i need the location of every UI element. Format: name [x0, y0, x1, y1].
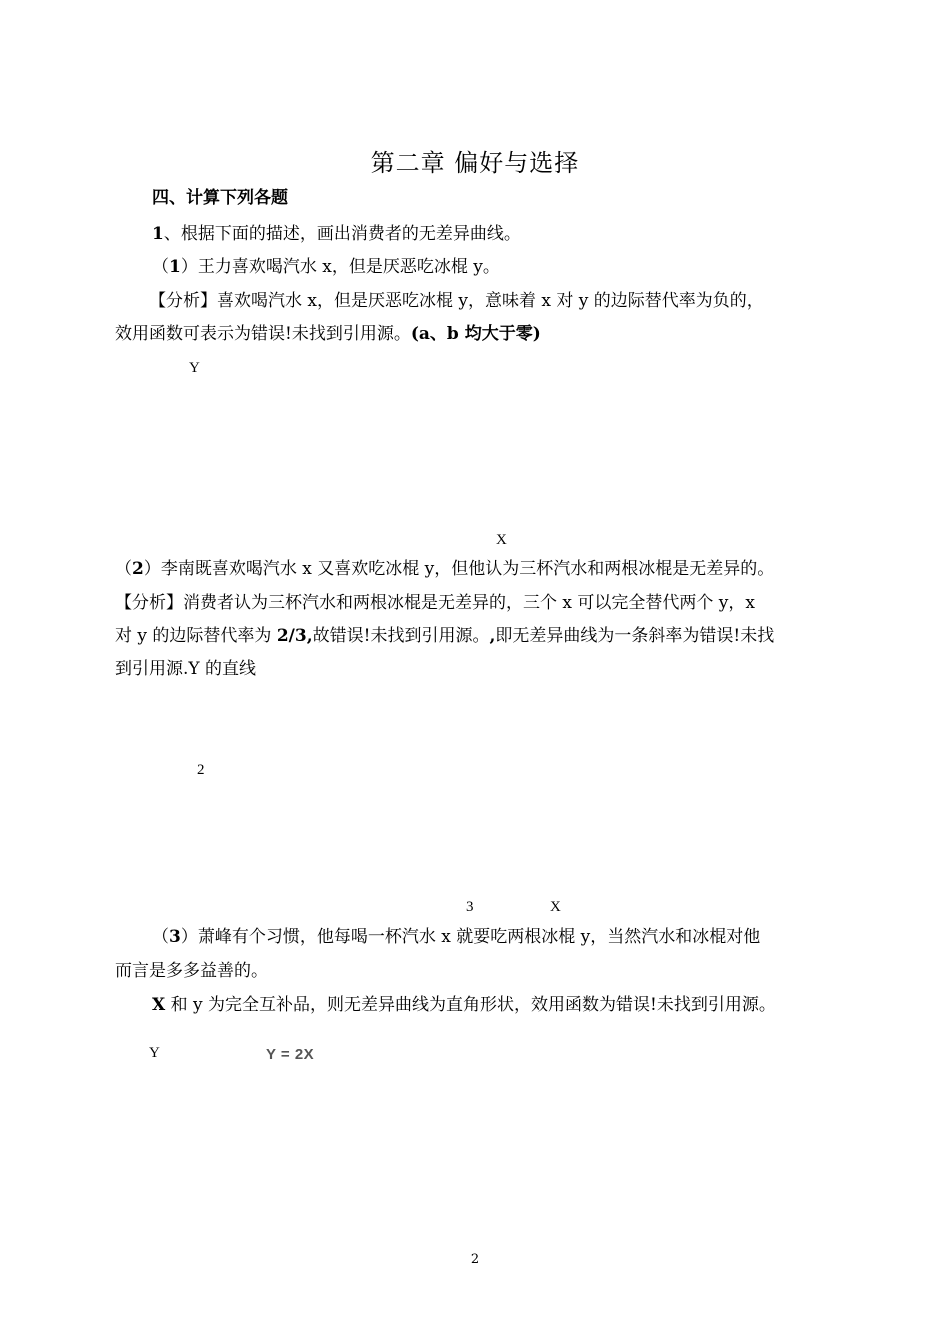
analysis-text: 喜欢喝汽水 x，但是厌恶吃冰棍 y，意味着 x 对 y 的边际替代率为负的，: [217, 291, 764, 311]
part-1-analysis-line2: [115, 323, 541, 345]
analysis-note: (a、b 均大于零): [410, 324, 541, 344]
part-text: ）萧峰有个习惯，他每喝一杯汽水 x 就要吃两根冰棍 y，当然汽水和冰棍对他: [180, 927, 761, 947]
graph2-x-label: X: [550, 899, 561, 915]
chapter-title: 第二章 偏好与选择: [370, 149, 580, 177]
part-3-prompt-line1: （3）萧峰有个习惯，他每喝一杯汽水 x 就要吃两根冰棍 y，当然汽水和冰棍对他: [152, 927, 761, 947]
part-1-prompt: （1）王力喜欢喝汽水 x，但是厌恶吃冰棍 y。: [152, 257, 500, 277]
question-number: 1: [152, 224, 164, 244]
question-text: 、根据下面的描述，画出消费者的无差异曲线。: [163, 224, 521, 244]
page-number: 2: [470, 1252, 480, 1267]
part-3-answer: [152, 994, 776, 1016]
analysis-text: 即无差异曲线为一条斜率为错误!未找: [495, 626, 775, 646]
part-2-prompt: （2）李南既喜欢喝汽水 x 又喜欢吃冰棍 y，但他认为三杯汽水和两根冰棍是无差异的。: [115, 559, 775, 579]
mrs-value: 2/3,: [276, 626, 313, 646]
graph1-y-label: Y: [189, 360, 200, 376]
analysis-tag: 【分析】: [115, 593, 183, 613]
graph2-y-intercept-label: 2: [197, 762, 205, 778]
part-3-prompt-line2: 而言是多多益善的。: [115, 961, 268, 981]
part-number: 2: [132, 559, 144, 579]
part-text: ）李南既喜欢喝汽水 x 又喜欢吃冰棍 y，但他认为三杯汽水和两根冰棍是无差异的。: [143, 559, 775, 579]
part-2-analysis-line1: [115, 592, 755, 614]
part-number: 1: [169, 257, 181, 277]
analysis-comma: ,: [489, 626, 496, 646]
graph1-x-label: X: [496, 532, 507, 548]
graph2-x-intercept-label: 3: [466, 899, 474, 915]
answer-variable: X: [152, 995, 166, 1015]
part-2-analysis-line3: 到引用源.Y 的直线: [115, 659, 257, 679]
analysis-text: 对 y 的边际替代率为: [115, 626, 277, 646]
analysis-text: 故错误!未找到引用源。: [312, 626, 490, 646]
part-number: 3: [169, 927, 181, 947]
part-1-analysis-line1: [149, 290, 764, 312]
analysis-text: 消费者认为三杯汽水和两根冰棍是无差异的，三个 x 可以完全替代两个 y，x: [183, 593, 755, 613]
answer-text: 和 y 为完全互补品，则无差异曲线为直角形状，效用函数为错误!未找到引用源。: [165, 995, 776, 1015]
graph3-formula: Y = 2X: [266, 1046, 315, 1063]
question-1: [152, 223, 521, 245]
analysis-text: 效用函数可表示为错误!未找到引用源。: [115, 324, 411, 344]
analysis-tag: 【分析】: [149, 291, 217, 311]
part-text: ）王力喜欢喝汽水 x，但是厌恶吃冰棍 y。: [180, 257, 500, 277]
part-2-analysis-line2: [115, 625, 774, 647]
section-heading: 四、计算下列各题: [152, 188, 288, 208]
graph3-y-label: Y: [149, 1045, 160, 1061]
